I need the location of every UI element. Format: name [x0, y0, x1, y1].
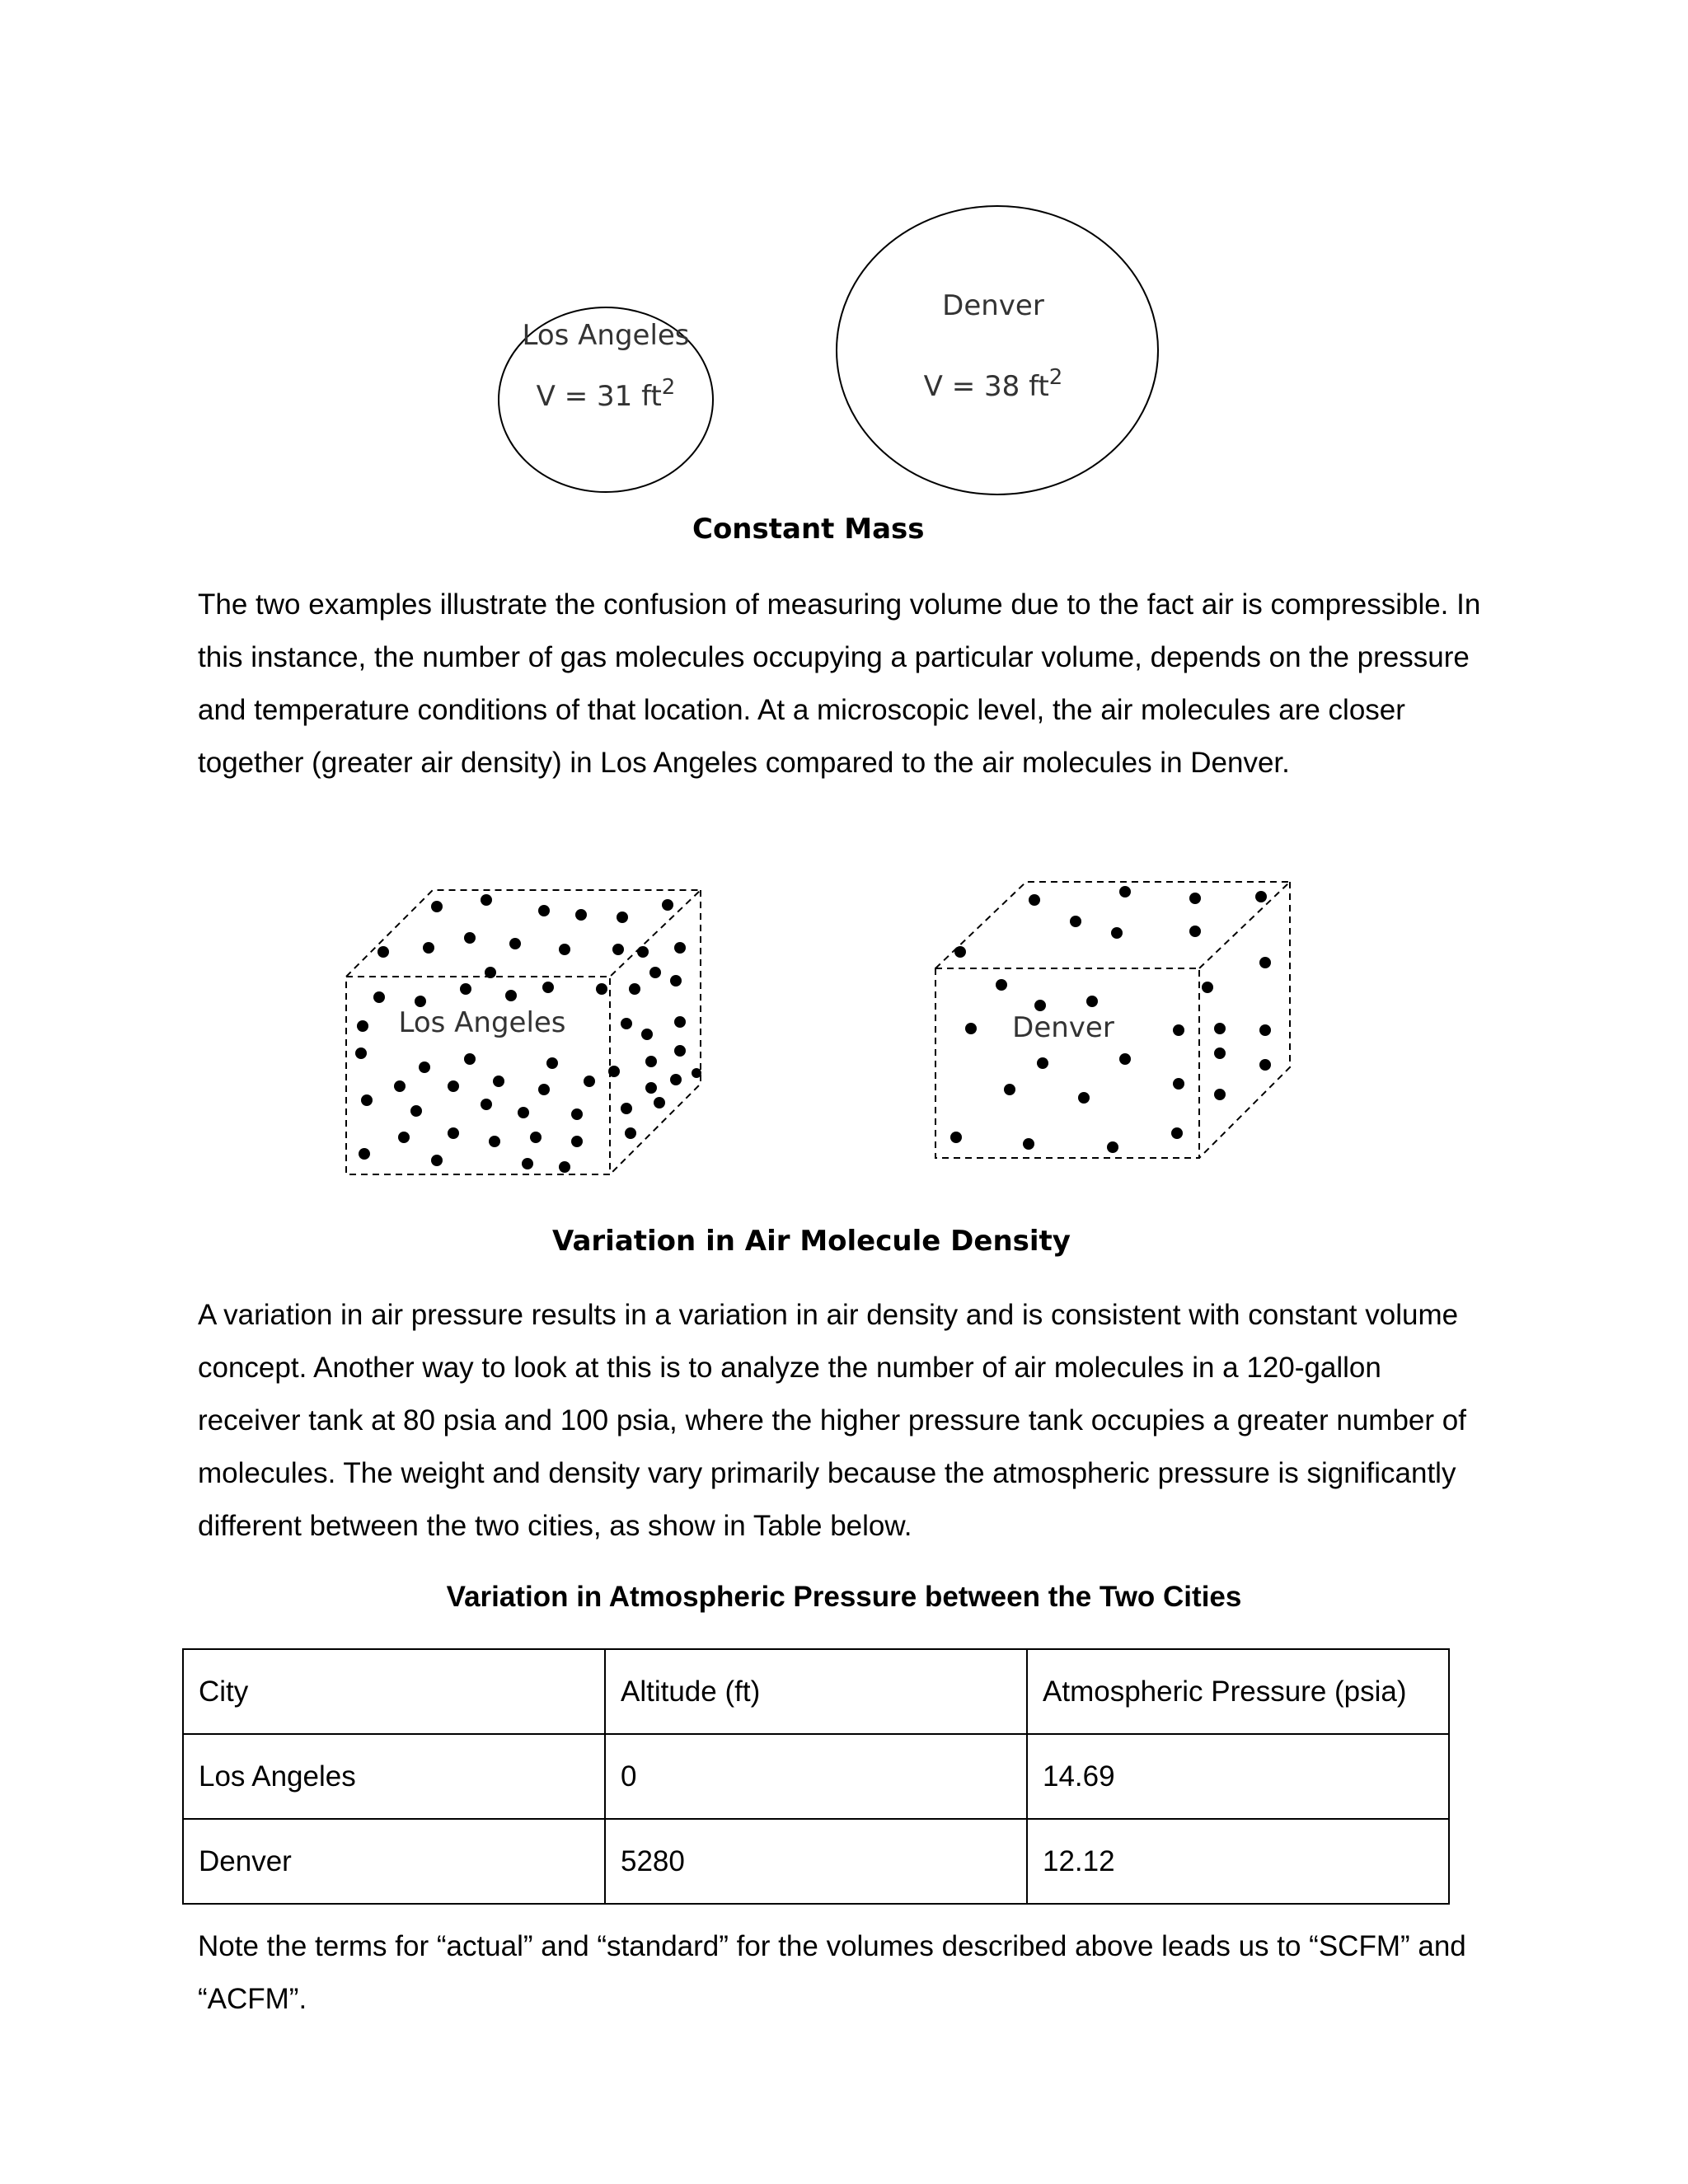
table-cell: 14.69	[1027, 1734, 1449, 1819]
paragraph-pressure-density: A variation in air pressure results in a variation in air density and is consistent with constant volume concept. Another way to look at this is to analyze the number of air molecules in a 120-gallon receiver tank at 80 psia and 100 psia, where the higher pressure tank occupies a greater number of molecules. The weight and density vary primarily because the atmospheric pressure is significantly different between the two cities, as show in Table below.	[198, 1299, 1466, 1542]
air-density-caption: Variation in Air Molecule Density	[552, 1225, 1071, 1258]
los-angeles-cube-top	[346, 890, 701, 977]
los-angeles-cube-label: Los Angeles	[398, 1006, 566, 1039]
los-angeles-volume-label: V = 31 $ft^2$	[536, 375, 676, 413]
table-row	[183, 1819, 1449, 1904]
table-header-row	[183, 1649, 1449, 1734]
air-density-figure	[330, 865, 1343, 1195]
table-header-cell: Atmospheric Pressure (psia)	[1027, 1649, 1449, 1734]
denver-volume-label: V = 38 $ft^2$	[923, 365, 1063, 403]
table-header-cell: Altitude (ft)	[605, 1649, 1027, 1734]
denver-circle-label: Denver	[942, 289, 1044, 322]
denver-cube-label: Denver	[1012, 1011, 1114, 1044]
table-cell: Los Angeles	[183, 1734, 605, 1819]
denver-cube-top	[935, 882, 1290, 968]
paragraph-scfm-acfm: Note the terms for “actual” and “standard” for the volumes described above leads us to “SCFM” and “ACFM”.	[198, 1930, 1466, 2015]
atmospheric-pressure-table	[182, 1648, 1450, 1905]
table-cell: Denver	[183, 1819, 605, 1904]
paragraph-compressibility: The two examples illustrate the confusion of measuring volume due to the fact air is compressible. In this instance, the number of gas molecules occupying a particular volume, depends on the pressure and temperature conditions of that location. At a microscopic level, the air molecules are closer together (greater air density) in Los Angeles compared to the air molecules in Denver.	[198, 588, 1481, 779]
denver-cube-front	[935, 968, 1199, 1158]
table-header-cell: City	[183, 1649, 605, 1734]
table-title: Variation in Atmospheric Pressure between the Two Cities	[446, 1581, 1242, 1613]
table-cell: 12.12	[1027, 1819, 1449, 1904]
los-angeles-circle-label: Los Angeles	[522, 319, 690, 352]
table-cell: 0	[605, 1734, 1027, 1819]
denver-cube-side	[1199, 882, 1290, 1158]
denver-circle	[837, 206, 1158, 494]
constant-mass-figure	[486, 190, 1195, 552]
constant-mass-caption: Constant Mass	[692, 513, 925, 546]
table-row	[183, 1734, 1449, 1819]
table-cell: 5280	[605, 1819, 1027, 1904]
